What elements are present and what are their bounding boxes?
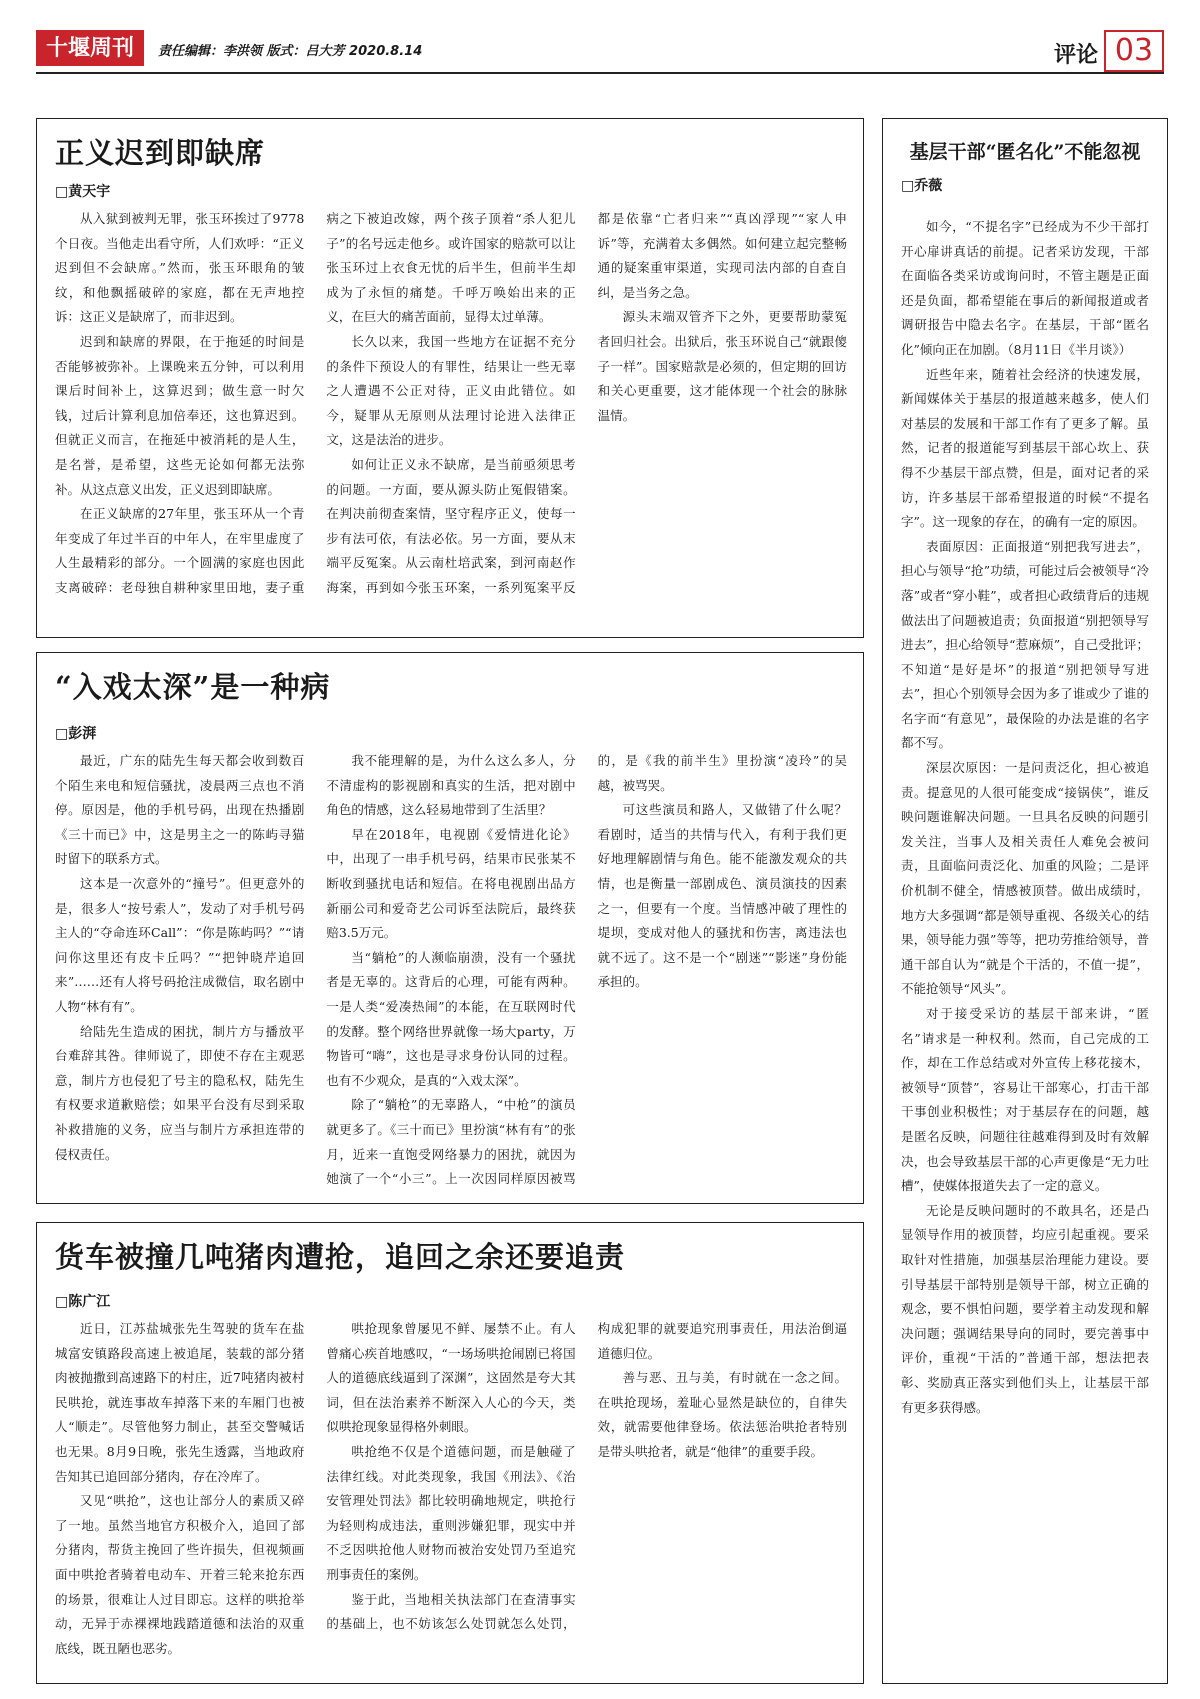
paragraph: 除了“躺枪”的无辜路人，“中枪”的演员就更多了。《三十而已》里扮演“林有有”的张月，近来一直饱受网络暴力的困扰，就因为她演了一个“小三”。上一次因同样原因被骂的，是《我的前半生》里扮演“凌玲”的吴越，被骂哭。 xyxy=(326,753,847,1187)
paragraph: 最近，广东的陆先生每天都会收到数百个陌生来电和短信骚扰，凌晨两三点也不消停。原因是，他的手机号码，出现在热播剧《三十而已》中，这是男主之一的陈屿寻猫时留下的联系方式。 xyxy=(55,753,305,867)
article-body xyxy=(55,207,847,625)
article-title: 正义迟到即缺席 xyxy=(55,136,266,170)
article-author: □陈广江 xyxy=(55,1294,111,1310)
paragraph: 从入狱到被判无罪，张玉环挨过了9778个日夜。当他走出看守所，人们欢呼：“正义迟到但不会缺席。”然而，张玉环眼角的皱纹，和他飘摇破碎的家庭，都在无声地控诉：这正义是缺席了，而非迟到。 xyxy=(55,211,305,325)
article-author: □黄天宇 xyxy=(55,184,111,200)
article-title: 基层干部“匿名化”不能忽视 xyxy=(909,141,1141,163)
paragraph: 我不能理解的是，为什么这么多人，分不清虚构的影视剧和真实的生活，把对剧中角色的情感，这么轻易地带到了生活里？ xyxy=(326,753,576,818)
paragraph: 善与恶、丑与美，有时就在一念之间。在哄抢现场，羞耻心显然是缺位的，自律失效，就需要他律登场。依法惩治哄抢者特别是带头哄抢者，就是“他律”的重要手段。 xyxy=(597,1370,847,1459)
paragraph: 近些年来，随着社会经济的快速发展，新闻媒体关于基层的报道越来越多，使人们对基层的发展和干部工作有了更多了解。虽然，记者的报道能写到基层干部心坎上、获得不少基层干部点赞，但是，面对记者的采访，许多基层干部希望报道的时候“不提名字”。这一现象的存在，的确有一定的原因。 xyxy=(901,366,1149,530)
paragraph: 鉴于此，当地相关执法部门在查清事实的基础上，也不妨该怎么处罚就怎么处罚，构成犯罪的就要追究刑事责任，用法治倒逼道德归位。 xyxy=(326,1321,847,1632)
masthead xyxy=(36,30,1164,70)
paragraph: 对于接受采访的基层干部来讲，“匿名”请求是一种权利。然而，自己完成的工作，却在工作总结或对外宣传上移花接木，被领导“顶替”，容易让干部寒心，打击干部干事创业积极性；对于基层存在的问题，越是匿名反映，问题往往越难得到及时有效解决，也会导致基层干部的心声更像是“无力吐槽”，使媒体报道失去了一定的意义。 xyxy=(901,1006,1149,1194)
article-body xyxy=(55,749,847,1193)
paragraph: 又见“哄抢”，这也让部分人的素质又碎了一地。虽然当地官方积极介入，追回了部分猪肉，帮货主挽回了些许损失，但视频画面中哄抢者骑着电动车、开着三轮来抢东西的场景，很难让人过目即忘。这样的哄抢举动，无异于赤裸裸地践踏道德和法治的双重底线，既丑陋也恶劣。 xyxy=(55,1493,305,1656)
article-body xyxy=(55,1317,847,1673)
paragraph: 当“躺枪”的人濒临崩溃，没有一个骚扰者是无辜的。这背后的心理，可能有两种。一是人类“爱凑热闹”的本能，在互联网时代的发酵。整个网络世界就像一场大party，万物皆可“嗨”，这也是寻求身份认同的过程。也有不少观众，是真的“入戏太深”。 xyxy=(326,949,576,1088)
newspaper-logo: 十堰周刊 xyxy=(36,30,144,66)
paragraph: 哄抢现象曾屡见不鲜、屡禁不止。有人曾痛心疾首地感叹，“一场场哄抢闹剧已将国人的道德底线逼到了深渊”，这固然是夸大其词，但在法治素养不断深入人心的今天，类似哄抢现象显得格外刺眼。 xyxy=(326,1321,576,1435)
sidebar-article xyxy=(882,118,1168,1684)
paragraph: 源头末端双管齐下之外，更要帮助蒙冤者回归社会。出狱后，张玉环说自己“就跟傻子一样”。国家赔款是必须的，但定期的回访和关心更重要，这才能体现一个社会的脉脉温情。 xyxy=(597,309,847,423)
article-looting xyxy=(36,1222,864,1684)
paragraph: 如何让正义永不缺席，是当前亟须思考的问题。一方面，要从源头防止冤假错案。在判决前彻查案情，坚守程序正义，使每一步有法可依，有法必依。另一方面，要从末端平反冤案。从云南杜培武案，到河南赵作海案，再到如今张玉环案，一系列冤案平反都是依靠“亡者归来”“真凶浮现”“家人申诉”等，充满着太多偶然。如何建立起完整畅通的疑案重审渠道，实现司法内部的自查自纠，是当务之急。 xyxy=(326,211,847,595)
paragraph: 深层次原因：一是问责泛化，担心被追责。提意见的人很可能变成“接锅侠”，谁反映问题谁解决问题。一旦具名反映的问题引发关注，当事人及相关责任人难免会被问责，且面临问责泛化、加重的风险；二是评价机制不健全，情感被顶替。做出成绩时，地方大多强调“都是领导重视、各级关心的结果，领导能力强”等等，把功劳推给领导，普通干部自认为“就是个干活的，不值一提”，不能抢领导“风头”。 xyxy=(901,760,1149,997)
paragraph: 给陆先生造成的困扰，制片方与播放平台难辞其咎。律师说了，即使不存在主观恶意，制片方也侵犯了号主的隐私权，陆先生有权要求道歉赔偿；如果平台没有尽到采取补救措施的义务，应当与制片方承担连带的侵权责任。 xyxy=(55,1023,305,1162)
paragraph: 在正义缺席的27年里，张玉环从一个青年变成了年过半百的中年人，在牢里虚度了人生最精彩的部分。一个圆满的家庭也因此支离破碎：老母独自耕种家里田地，妻子重病之下被迫改嫁，两个孩子顶着“杀人犯儿子”的名号远走他乡。或许国家的赔款可以让张玉环过上衣食无忧的后半生，但前半生却成为了永恒的痛楚。千呼万唤始出来的正义，在巨大的痛苦面前，显得太过单薄。 xyxy=(55,211,576,595)
page-number: 03 xyxy=(1104,30,1164,72)
paragraph: 迟到和缺席的界限，在于拖延的时间是否能够被弥补。上课晚来五分钟，可以利用课后时间补上，这算迟到；做生意一时欠钱，过后计算利息加倍奉还，这也算迟到。但就正义而言，在拖延中被消耗的是人生，是名誉，是希望，这些无论如何都无法弥补。从这点意义出发，正义迟到即缺席。 xyxy=(55,333,305,497)
header-rule xyxy=(36,72,1164,74)
paragraph: 长久以来，我国一些地方在证据不充分的条件下预设人的有罪性，结果让一些无辜之人遭遇不公正对待，正义由此错位。如今，疑罪从无原则从法理讨论进入法律正文，这是法治的进步。 xyxy=(326,333,576,448)
article-title: “入戏太深”是一种病 xyxy=(55,670,331,704)
paragraph: 哄抢绝不仅是个道德问题，而是触碰了法律红线。对此类现象，我国《刑法》、《治安管理处罚法》都比较明确地规定，哄抢行为轻则构成违法，重则涉嫌犯罪，现实中并不乏因哄抢他人财物而被治安处罚乃至追究刑事责任的案例。 xyxy=(326,1443,576,1582)
article-immersion xyxy=(36,652,864,1204)
paragraph: 如今，“不提名字”已经成为不少干部打开心扉讲真话的前提。记者采访发现，干部在面临各类采访或询问时，不管主题是正面还是负面，都希望能在事后的新闻报道或者调研报告中隐去名字。在基层，干部“匿名化”倾向正在加剧。（8月11日《半月谈》） xyxy=(901,219,1149,357)
editor-credits: 责任编辑：李洪领 版式：吕大芳 2020.8.14 xyxy=(158,44,423,59)
article-justice xyxy=(36,118,864,638)
paragraph: 这本是一次意外的“撞号”。但更意外的是，很多人“按号索人”，发动了对手机号码主人的“夺命连环Call”：“你是陈屿吗？”“请问你这里还有皮卡丘吗？”“把钟晓芹追回来”……还有人将号码抢注成微信，取名剧中人物“林有有”。 xyxy=(55,875,305,1014)
paragraph: 近日，江苏盐城张先生驾驶的货车在盐城富安镇路段高速上被追尾，装载的部分猪肉被抛撒到高速路下的村庄，近7吨猪肉被村民哄抢，就连事故车掉落下来的车厢门也被人“顺走”。尽管他努力制止，甚至交警喊话也无果。8月9日晚，张先生透露，当地政府告知其已追回部分猪肉，存在冷库了。 xyxy=(55,1321,305,1484)
article-author: □乔薇 xyxy=(901,178,943,194)
paragraph: 早在2018年，电视剧《爱情进化论》中，出现了一串手机号码，结果市民张某不断收到骚扰电话和短信。在将电视剧出品方新丽公司和爱奇艺公司诉至法院后，最终获赔3.5万元。 xyxy=(326,826,576,941)
section-label: 评论 xyxy=(1053,43,1098,68)
paragraph: 无论是反映问题时的不敢具名，还是凸显领导作用的被顶替，均应引起重视。要采取针对性措施，加强基层治理能力建设。要引导基层干部特别是领导干部，树立正确的观念，要不惧怕问题，要学着主动发现和解决问题；强调结果导向的同时，要完善事中评价，重视“干活的”普通干部，想法把表彰、奖励真正落实到他们头上，让基层干部有更多获得感。 xyxy=(901,1202,1149,1415)
paragraph: 可这些演员和路人，又做错了什么呢？看剧时，适当的共情与代入，有利于我们更好地理解剧情与角色。能不能激发观众的共情，也是衡量一部剧成色、演员演技的因素之一，但要有一个度。当情感冲破了理性的堤坝，变成对他人的骚扰和伤害，离违法也就不远了。这不是一个“剧迷”“影迷”身份能承担的。 xyxy=(597,802,847,990)
article-title: 货车被撞几吨猪肉遭抢，追回之余还要追责 xyxy=(55,1240,626,1274)
article-body xyxy=(901,215,1149,1671)
paragraph: 表面原因：正面报道“别把我写进去”，担心与领导“抢”功绩，可能过后会被领导“冷落”或者“穿小鞋”，或者担心政绩背后的违规做法出了问题被追责；负面报道“别把领导写进去”，担心给领导“惹麻烦”，自己受批评；不知道“是好是坏”的报道“别把领导写进去”，担心个别领导会因为多了谁或少了谁的名字而“有意见”，最保险的办法是谁的名字都不写。 xyxy=(901,538,1149,751)
article-author: □彭湃 xyxy=(55,726,97,742)
